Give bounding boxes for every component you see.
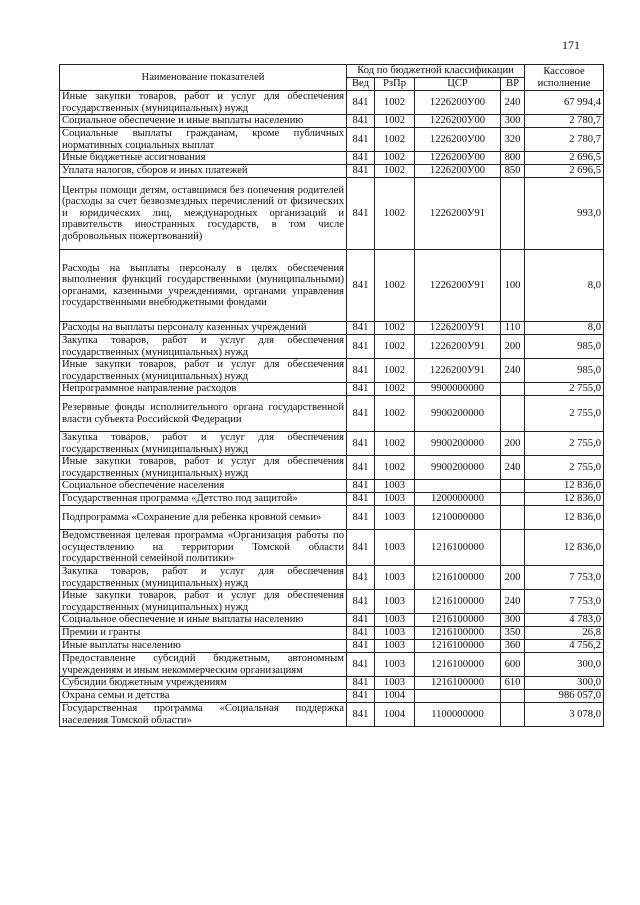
- row-ved: 841: [347, 383, 375, 396]
- row-vr: 240: [501, 359, 525, 383]
- row-ved: 841: [347, 614, 375, 627]
- budget-table: [59, 64, 604, 727]
- row-amount: 2 755,0: [525, 383, 604, 396]
- row-ved: 841: [347, 506, 375, 530]
- row-name: Социальные выплаты гражданам, кроме публичных нормативных социальных выплат: [60, 128, 347, 152]
- row-rzpr: 1002: [375, 335, 415, 359]
- table-row: [60, 703, 604, 727]
- row-vr: 240: [501, 91, 525, 115]
- row-rzpr: 1002: [375, 91, 415, 115]
- table-row: [60, 178, 604, 250]
- row-ved: 841: [347, 566, 375, 590]
- row-amount: 12 836,0: [525, 506, 604, 530]
- row-name: Иные бюджетные ассигнования: [60, 152, 347, 165]
- row-rzpr: 1003: [375, 530, 415, 566]
- row-vr: 110: [501, 322, 525, 335]
- table-row: [60, 115, 604, 128]
- row-ved: 841: [347, 178, 375, 250]
- row-csr: 9900000000: [415, 383, 501, 396]
- row-name: Иные закупки товаров, работ и услуг для обеспечения государственных (муниципальных) нужд: [60, 456, 347, 480]
- row-csr: 9900200000: [415, 396, 501, 432]
- table-row: [60, 506, 604, 530]
- row-amount: 26,8: [525, 627, 604, 640]
- row-ved: 841: [347, 115, 375, 128]
- row-ved: 841: [347, 677, 375, 690]
- table-row: [60, 677, 604, 690]
- row-rzpr: 1003: [375, 590, 415, 614]
- row-amount: 12 836,0: [525, 480, 604, 493]
- row-amount: 993,0: [525, 178, 604, 250]
- row-csr: 1226200У00: [415, 91, 501, 115]
- row-ved: 841: [347, 91, 375, 115]
- row-amount: 8,0: [525, 250, 604, 322]
- row-ved: 841: [347, 152, 375, 165]
- row-csr: 1216100000: [415, 590, 501, 614]
- row-rzpr: 1003: [375, 566, 415, 590]
- row-amount: 2 780,7: [525, 115, 604, 128]
- table-row: [60, 456, 604, 480]
- table-row: [60, 640, 604, 653]
- row-name: Расходы на выплаты персоналу в целях обеспечения выполнения функций государственными (муниципальными) органами, казенными учреждениями, органами управления государственными внебюджетными фондами: [60, 250, 347, 322]
- row-csr: 1100000000: [415, 703, 501, 727]
- row-csr: 1216100000: [415, 653, 501, 677]
- header-csr: ЦСР: [415, 78, 501, 91]
- row-ved: 841: [347, 703, 375, 727]
- row-csr: 1226200У91: [415, 178, 501, 250]
- row-name: Иные закупки товаров, работ и услуг для обеспечения государственных (муниципальных) нужд: [60, 91, 347, 115]
- row-vr: [501, 383, 525, 396]
- row-rzpr: 1002: [375, 432, 415, 456]
- row-ved: 841: [347, 590, 375, 614]
- row-rzpr: 1004: [375, 703, 415, 727]
- row-csr: 1226200У91: [415, 322, 501, 335]
- table-row: [60, 566, 604, 590]
- row-ved: 841: [347, 627, 375, 640]
- row-vr: 200: [501, 335, 525, 359]
- row-csr: 1226200У91: [415, 250, 501, 322]
- row-vr: 100: [501, 250, 525, 322]
- row-vr: [501, 703, 525, 727]
- row-rzpr: 1003: [375, 653, 415, 677]
- row-ved: 841: [347, 128, 375, 152]
- row-rzpr: 1002: [375, 165, 415, 178]
- row-ved: 841: [347, 322, 375, 335]
- row-rzpr: 1003: [375, 493, 415, 506]
- row-vr: 850: [501, 165, 525, 178]
- row-name: Уплата налогов, сборов и иных платежей: [60, 165, 347, 178]
- row-csr: [415, 690, 501, 703]
- row-rzpr: 1002: [375, 178, 415, 250]
- row-name: Субсидии бюджетным учреждениям: [60, 677, 347, 690]
- row-vr: [501, 480, 525, 493]
- row-amount: 67 994,4: [525, 91, 604, 115]
- row-vr: 350: [501, 627, 525, 640]
- row-vr: 300: [501, 614, 525, 627]
- table-row: [60, 530, 604, 566]
- header-rzpr: РзПр: [375, 78, 415, 91]
- row-name: Закупка товаров, работ и услуг для обеспечения государственных (муниципальных) нужд: [60, 566, 347, 590]
- row-amount: 8,0: [525, 322, 604, 335]
- row-csr: 1216100000: [415, 677, 501, 690]
- row-csr: 9900200000: [415, 456, 501, 480]
- row-csr: 1216100000: [415, 640, 501, 653]
- row-csr: 1226200У00: [415, 115, 501, 128]
- row-name: Иные выплаты населению: [60, 640, 347, 653]
- row-rzpr: 1003: [375, 627, 415, 640]
- row-name: Государственная программа «Детство под защитой»: [60, 493, 347, 506]
- row-amount: 2 755,0: [525, 396, 604, 432]
- row-rzpr: 1002: [375, 152, 415, 165]
- row-name: Охрана семьи и детства: [60, 690, 347, 703]
- row-csr: 1216100000: [415, 627, 501, 640]
- header-execution: Кассовое исполнение: [525, 65, 604, 91]
- row-amount: 2 755,0: [525, 432, 604, 456]
- table-row: [60, 165, 604, 178]
- row-name: Подпрограмма «Сохранение для ребенка кровной семьи»: [60, 506, 347, 530]
- row-rzpr: 1003: [375, 480, 415, 493]
- row-amount: 12 836,0: [525, 493, 604, 506]
- row-name: Премии и гранты: [60, 627, 347, 640]
- row-vr: 240: [501, 456, 525, 480]
- row-vr: [501, 493, 525, 506]
- row-csr: 1226200У00: [415, 165, 501, 178]
- row-vr: [501, 690, 525, 703]
- row-name: Центры помощи детям, оставшимся без попечения родителей (расходы за счет безвозмездных перечислений от физических и юридических лиц, международных организаций и правительств иностранных государств, в том числе добровольных пожертвований): [60, 178, 347, 250]
- row-vr: 200: [501, 566, 525, 590]
- row-csr: 9900200000: [415, 432, 501, 456]
- row-csr: [415, 480, 501, 493]
- row-name: Закупка товаров, работ и услуг для обеспечения государственных (муниципальных) нужд: [60, 432, 347, 456]
- row-amount: 985,0: [525, 335, 604, 359]
- row-name: Резервные фонды исполнительного органа государственной власти субъекта Российской Федерации: [60, 396, 347, 432]
- row-vr: 320: [501, 128, 525, 152]
- row-csr: 1216100000: [415, 614, 501, 627]
- table-row: [60, 322, 604, 335]
- row-ved: 841: [347, 432, 375, 456]
- row-vr: [501, 506, 525, 530]
- row-rzpr: 1002: [375, 115, 415, 128]
- table-row: [60, 91, 604, 115]
- page-number: 171: [562, 38, 580, 52]
- row-name: Государственная программа «Социальная поддержка населения Томской области»: [60, 703, 347, 727]
- row-amount: 985,0: [525, 359, 604, 383]
- row-rzpr: 1004: [375, 690, 415, 703]
- row-amount: 300,0: [525, 677, 604, 690]
- row-name: Социальное обеспечение населения: [60, 480, 347, 493]
- table-row: [60, 653, 604, 677]
- row-csr: 1226200У00: [415, 128, 501, 152]
- header-ved: Вед: [347, 78, 375, 91]
- row-amount: 7 753,0: [525, 590, 604, 614]
- row-name: Непрограммное направление расходов: [60, 383, 347, 396]
- row-amount: 2 696,5: [525, 152, 604, 165]
- table-row: [60, 128, 604, 152]
- row-ved: 841: [347, 250, 375, 322]
- row-vr: 360: [501, 640, 525, 653]
- row-vr: [501, 178, 525, 250]
- row-name: Ведомственная целевая программа «Организация работы по осуществлению на территории Томской области государственной семейной политики»: [60, 530, 347, 566]
- row-rzpr: 1002: [375, 359, 415, 383]
- row-vr: [501, 530, 525, 566]
- row-ved: 841: [347, 335, 375, 359]
- row-csr: 1200000000: [415, 493, 501, 506]
- row-amount: 2 755,0: [525, 456, 604, 480]
- row-ved: 841: [347, 396, 375, 432]
- row-ved: 841: [347, 165, 375, 178]
- row-rzpr: 1003: [375, 614, 415, 627]
- table-row: [60, 493, 604, 506]
- row-vr: 240: [501, 590, 525, 614]
- table-row: [60, 152, 604, 165]
- row-amount: 3 078,0: [525, 703, 604, 727]
- table-row: [60, 590, 604, 614]
- row-name: Социальное обеспечение и иные выплаты населению: [60, 614, 347, 627]
- row-rzpr: 1003: [375, 640, 415, 653]
- table-row: [60, 690, 604, 703]
- row-name: Иные закупки товаров, работ и услуг для обеспечения государственных (муниципальных) нужд: [60, 359, 347, 383]
- row-rzpr: 1002: [375, 250, 415, 322]
- table-row: [60, 627, 604, 640]
- row-ved: 841: [347, 480, 375, 493]
- row-name: Закупка товаров, работ и услуг для обеспечения государственных (муниципальных) нужд: [60, 335, 347, 359]
- row-vr: 800: [501, 152, 525, 165]
- row-ved: 841: [347, 359, 375, 383]
- row-ved: 841: [347, 493, 375, 506]
- row-rzpr: 1002: [375, 456, 415, 480]
- table-row: [60, 614, 604, 627]
- row-ved: 841: [347, 690, 375, 703]
- row-rzpr: 1002: [375, 128, 415, 152]
- row-csr: 1226200У00: [415, 152, 501, 165]
- row-csr: 1226200У91: [415, 335, 501, 359]
- header-code-group: Код по бюджетной классификации: [347, 65, 525, 78]
- row-vr: [501, 396, 525, 432]
- row-name: Социальное обеспечение и иные выплаты населению: [60, 115, 347, 128]
- row-csr: 1226200У91: [415, 359, 501, 383]
- header-vr: ВР: [501, 78, 525, 91]
- row-csr: 1216100000: [415, 530, 501, 566]
- table-body: [60, 91, 604, 727]
- table-row: [60, 383, 604, 396]
- row-rzpr: 1002: [375, 322, 415, 335]
- row-amount: 4 783,0: [525, 614, 604, 627]
- row-amount: 2 780,7: [525, 128, 604, 152]
- row-vr: 200: [501, 432, 525, 456]
- row-rzpr: 1002: [375, 383, 415, 396]
- row-ved: 841: [347, 456, 375, 480]
- row-name: Расходы на выплаты персоналу казенных учреждений: [60, 322, 347, 335]
- row-rzpr: 1003: [375, 677, 415, 690]
- table-row: [60, 396, 604, 432]
- row-vr: 600: [501, 653, 525, 677]
- row-amount: 4 756,2: [525, 640, 604, 653]
- row-amount: 986 057,0: [525, 690, 604, 703]
- row-ved: 841: [347, 653, 375, 677]
- row-name: Предоставление субсидий бюджетным, автономным учреждениям и иным некоммерческим организациям: [60, 653, 347, 677]
- row-amount: 7 753,0: [525, 566, 604, 590]
- row-ved: 841: [347, 640, 375, 653]
- row-csr: 1216100000: [415, 566, 501, 590]
- row-ved: 841: [347, 530, 375, 566]
- header-name: Наименование показателей: [60, 65, 347, 91]
- row-amount: 2 696,5: [525, 165, 604, 178]
- row-amount: 12 836,0: [525, 530, 604, 566]
- row-csr: 1210000000: [415, 506, 501, 530]
- table-row: [60, 250, 604, 322]
- table-row: [60, 359, 604, 383]
- row-vr: 300: [501, 115, 525, 128]
- row-vr: 610: [501, 677, 525, 690]
- row-name: Иные закупки товаров, работ и услуг для обеспечения государственных (муниципальных) нужд: [60, 590, 347, 614]
- table-row: [60, 432, 604, 456]
- table-row: [60, 480, 604, 493]
- row-rzpr: 1003: [375, 506, 415, 530]
- table-row: [60, 335, 604, 359]
- row-rzpr: 1002: [375, 396, 415, 432]
- row-amount: 300,0: [525, 653, 604, 677]
